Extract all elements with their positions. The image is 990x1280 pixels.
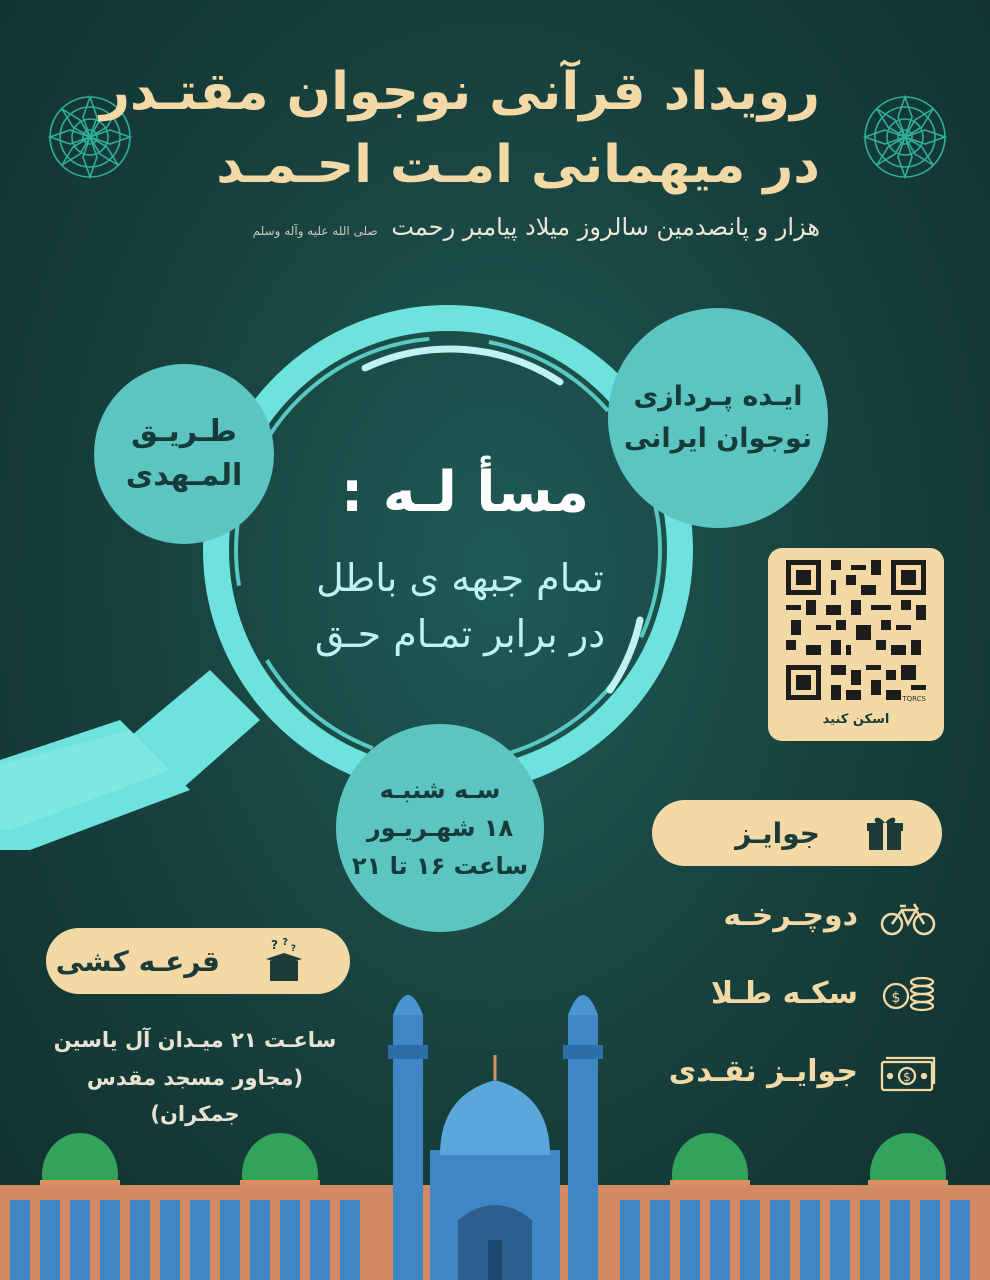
theme-circle-idea [608,308,828,528]
theme-circle-idea-line2: نوجوان ایرانی [623,423,813,454]
prizes-heading: جوایـز [735,816,820,850]
bicycle-icon [880,898,936,938]
subtitle-text: هزار و پانصدمین سالروز میلاد پیامبر رحمت [391,213,820,241]
date-circle [336,724,544,932]
event-subtitle [253,213,820,241]
lottery-address-line1: ساعـت ۲۱ میـدان آل یاسین [53,1028,337,1052]
svg-text:$: $ [891,990,901,1006]
prizes-heading-pill [652,800,942,866]
question-line2: در برابر تمـام حـق [314,612,606,656]
question-line1: تمام جبهه ی باطل [316,556,604,600]
svg-text:$: $ [903,1070,911,1084]
subtitle-honorific: صلی الله علیه وآله وسلم [252,224,378,238]
svg-text:?: ? [271,938,278,952]
prize-bicycle: دوچـرخـه [723,898,858,933]
question-title: مسأ لـه : [340,460,590,525]
theme-circle-idea-line1: ایـده پـردازی [633,381,803,412]
svg-text:?: ? [282,937,288,948]
prize-cash: جوایـز نقـدی [668,1054,858,1089]
qr-card[interactable] [768,548,944,741]
theme-circle-mahdi-line2: المـهدی [125,458,243,493]
jamkaran-mosque-illustration [0,975,990,1280]
date-day-month: ۱۸ شهـریـور [366,814,514,842]
lottery-address-line2: (مجاور مسجد مقدس جمکران) [86,1066,304,1126]
mandala-ornament-right-icon [860,92,950,182]
event-title-line2: در میهمانی امـت احـمـد [216,135,820,195]
theme-circle-mahdi-line1: طـریـق [131,414,237,449]
lottery-heading: قرعـه کشی [55,944,220,978]
qr-code-icon[interactable] [786,560,926,700]
date-time: ساعت ۱۶ تا ۲۱ [351,852,529,880]
theme-circle-mahdi [94,364,274,544]
qr-tag: TQRCS [902,695,926,703]
gift-icon [864,812,906,854]
prize-gold-coin: سکـه طـلا [710,976,858,1011]
date-day: سـه شنبـه [379,776,501,804]
svg-text:?: ? [290,944,296,954]
event-title-line1: رویداد قرآنی نوجوان مقتـدر [99,62,820,122]
qr-scan-label: اسکن کنید [822,712,890,727]
